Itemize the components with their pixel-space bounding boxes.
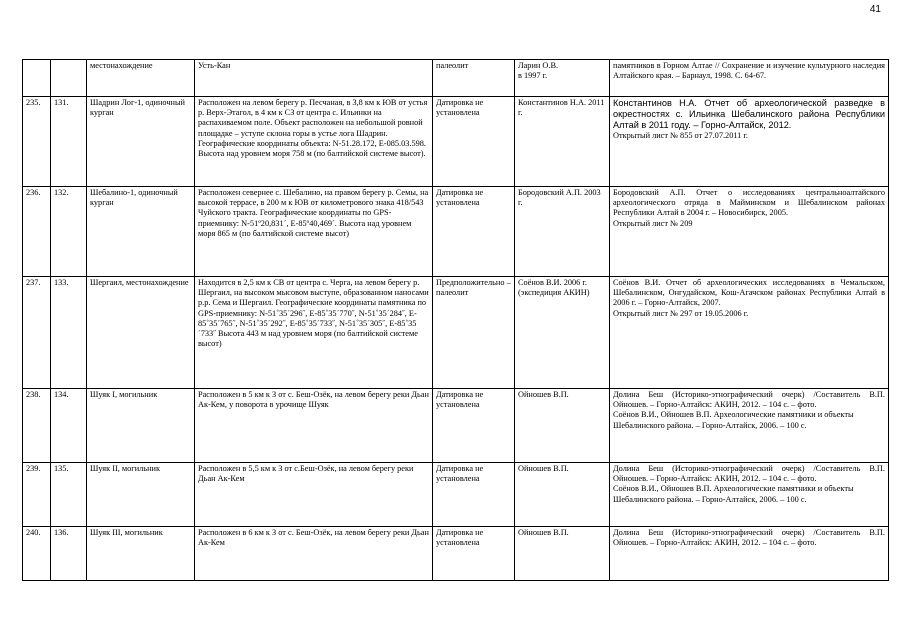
source-entry: Открытый лист № 855 от 27.07.2011 г. (613, 131, 748, 140)
sub-number-cell (51, 463, 87, 527)
researcher-cell (515, 527, 610, 581)
researcher-text: Соёнов В.И. 2006 г. (экспедиция АКИН) (518, 278, 590, 298)
location-description-cell (195, 60, 433, 97)
sub-number-text: 136. (54, 528, 69, 537)
monument-name-text: Шуяк I, могильник (90, 390, 158, 399)
table-row (23, 527, 889, 581)
location-description-text: Расположен севернее с. Шебалино, на правом берегу р. Семы, на высокой террасе, в 200 м к ЮВ от километрового знака 418/543 Чуйского тракта. Географические координаты по GPS-приемнику: N-51º20,831´, E-85º40,469´. Высота над уровнем моря 865 м (по балтийской системе высот) (198, 188, 429, 238)
monuments-table (22, 59, 889, 581)
location-description-cell (195, 277, 433, 389)
researcher-text: Константинов Н.А. 2011 г. (518, 98, 605, 118)
dating-text: Предположительно – палеолит (436, 278, 511, 298)
dating-cell (433, 97, 515, 187)
row-number-cell (23, 97, 51, 187)
row-number-text: 235. (26, 98, 41, 107)
researcher-cell (515, 389, 610, 463)
dating-text: Датировка не установлена (436, 390, 484, 410)
sources-cell (610, 97, 889, 187)
row-number-cell (23, 389, 51, 463)
row-number-text: 237. (26, 278, 41, 287)
table-body (23, 60, 889, 581)
sources-cell (610, 527, 889, 581)
source-entry: Константинов Н.А. Отчет об археологической разведке в окрестностях с. Ильинка Шебалинского района Республики Алтай в 2011 году. – Горно-Алтайск, 2012. (613, 98, 885, 130)
row-number-cell (23, 527, 51, 581)
sub-number-cell (51, 60, 87, 97)
sub-number-text: 134. (54, 390, 69, 399)
location-description-cell (195, 389, 433, 463)
location-description-cell (195, 463, 433, 527)
table-row (23, 463, 889, 527)
monument-name-cell (87, 60, 195, 97)
researcher-text: Ойношев В.П. (518, 528, 569, 537)
row-number-text: 239. (26, 464, 41, 473)
dating-text: Датировка не установлена (436, 528, 484, 548)
researcher-text: Ойношев В.П. (518, 464, 569, 473)
sub-number-cell (51, 187, 87, 277)
source-entry: Долина Беш (Историко-этнографический очерк) /Составитель В.П. Ойношев. – Горно-Алтайск: АКИН, 2012. – 104 с. – фото. (613, 390, 885, 410)
location-description-text: Расположен в 6 км к З от с. Беш-Озёк, на левом берегу реки Дьан Ак-Кем (198, 528, 429, 548)
researcher-cell (515, 277, 610, 389)
sub-number-cell (51, 389, 87, 463)
row-number-text: 236. (26, 188, 41, 197)
source-entry: Долина Беш (Историко-этнографический очерк) /Составитель В.П. Ойношев. – Горно-Алтайск: АКИН, 2012. – 104 с. – фото. (613, 528, 885, 548)
page-number: 41 (869, 4, 881, 15)
sub-number-text: 135. (54, 464, 69, 473)
dating-cell (433, 527, 515, 581)
monument-name-cell (87, 97, 195, 187)
dating-text: палеолит (436, 61, 469, 70)
table-row (23, 389, 889, 463)
location-description-text: Усть-Кан (198, 61, 231, 70)
monument-name-cell (87, 187, 195, 277)
row-number-text: 240. (26, 528, 41, 537)
sub-number-cell (51, 527, 87, 581)
source-entry: Долина Беш (Историко-этнографический очерк) /Составитель В.П. Ойношев. – Горно-Алтайск: АКИН, 2012. – 104 с. – фото. (613, 464, 885, 484)
researcher-cell (515, 97, 610, 187)
source-entry: Соёнов В.И., Ойношев В.П. Археологические памятники и объекты Шебалинского района. – Горно-Алтайск, 2006. – 100 с. (613, 484, 854, 504)
dating-cell (433, 389, 515, 463)
monument-name-text: Шуяк II, могильник (90, 464, 160, 473)
location-description-text: Расположен в 5 км к З от с. Беш-Озёк, на левом берегу реки Дьан Ак-Кем, у поворота в урочище Шуяк (198, 390, 429, 410)
researcher-text: Ойношев В.П. (518, 390, 569, 399)
dating-text: Датировка не установлена (436, 464, 484, 484)
monument-name-text: Шергаил, местонахождение (90, 278, 189, 287)
location-description-cell (195, 527, 433, 581)
row-number-cell (23, 463, 51, 527)
location-description-text: Расположен в 5,5 км к З от с.Беш-Озёк, на левом берегу реки Дьан Ак-Кем (198, 464, 414, 484)
table-row (23, 187, 889, 277)
table-row (23, 60, 889, 97)
row-number-cell (23, 277, 51, 389)
row-number-text: 238. (26, 390, 41, 399)
monument-name-cell (87, 527, 195, 581)
sub-number-text: 132. (54, 188, 69, 197)
source-entry: Бородовский А.П. Отчет о исследованиях центральноалтайского археологического отряда в Майминском и Шебалинском районах Республики Алтай в 2004 г. – Новосибирск, 2005. (613, 188, 885, 218)
row-number-cell (23, 60, 51, 97)
monument-name-cell (87, 277, 195, 389)
source-entry: Соёнов В.И. Отчет об археологических исследованиях в Чемальском, Шебалинском, Онгудайском, Кош-Агачском районах Республики Алтай в 2006 г. – Горно-Алтайск, 2007. (613, 278, 885, 308)
researcher-cell (515, 463, 610, 527)
dating-cell (433, 463, 515, 527)
sub-number-text: 133. (54, 278, 69, 287)
monument-name-text: местонахождение (90, 61, 153, 70)
source-entry: Соёнов В.И., Ойношев В.П. Археологические памятники и объекты Шебалинского района. – Горно-Алтайск, 2006. – 100 с. (613, 410, 854, 430)
table-row (23, 277, 889, 389)
dating-cell (433, 60, 515, 97)
monument-name-text: Шадрин Лог-1, одиночный курган (90, 98, 185, 118)
location-description-cell (195, 97, 433, 187)
researcher-cell (515, 187, 610, 277)
table-row (23, 97, 889, 187)
dating-text: Датировка не установлена (436, 188, 484, 208)
monument-name-text: Шуяк III, могильник (90, 528, 163, 537)
row-number-cell (23, 187, 51, 277)
sources-cell (610, 187, 889, 277)
source-entry: Открытый лист № 209 (613, 218, 693, 228)
dating-cell (433, 277, 515, 389)
sub-number-cell (51, 97, 87, 187)
location-description-text: Находится в 2,5 км к СВ от центра с. Черга, на левом берегу р. Шергаил, на высоком мысовом выступе, образованном наносами р.р. Сема и Шергаил. Географические координаты памятника по GPS-приемнику: N-51˚35´296˝, E-85˚35´770˝, N-51˚35´284˝, E-85˚35´765˝, N-51˚35´292˝, E-85˚35´733˝, N-51˚35´305˝, E-85˚35´733˝ Высота 443 м над уровнем моря (по балтийской системе высот) (198, 278, 429, 349)
sources-cell (610, 389, 889, 463)
sources-cell (610, 60, 889, 97)
dating-text: Датировка не установлена (436, 98, 484, 118)
location-description-cell (195, 187, 433, 277)
researcher-text: Ларин О.В. в 1997 г. (518, 61, 559, 81)
dating-cell (433, 187, 515, 277)
location-description-text: Расположен на левом берегу р. Песчаная, в 3,8 км к ЮВ от устья р. Верх-Этагол, в 4 км к СЗ от центра с. Ильинки на распахиваемом поле. Объект расположен на небольшой ровной площадке – уступе склона горы в устье лога Шадрин. Географические координаты объекта: N-51.28.172, E-085.03.598. Высота над уровнем моря 758 м (по балтийской системе высот). (198, 98, 428, 159)
monument-name-text: Шебалино-1, одиночный курган (90, 188, 178, 208)
sources-cell (610, 463, 889, 527)
researcher-text: Бородовский А.П. 2003 г. (518, 188, 601, 208)
monument-name-cell (87, 463, 195, 527)
researcher-cell (515, 60, 610, 97)
monument-name-cell (87, 389, 195, 463)
sources-cell (610, 277, 889, 389)
source-entry: Открытый лист № 297 от 19.05.2006 г. (613, 308, 749, 318)
sub-number-text: 131. (54, 98, 69, 107)
sub-number-cell (51, 277, 87, 389)
source-entry: памятников в Горном Алтае // Сохранение и изучение культурного наследия Алтайского края. – Барнаул, 1998. С. 64-67. (613, 61, 885, 81)
